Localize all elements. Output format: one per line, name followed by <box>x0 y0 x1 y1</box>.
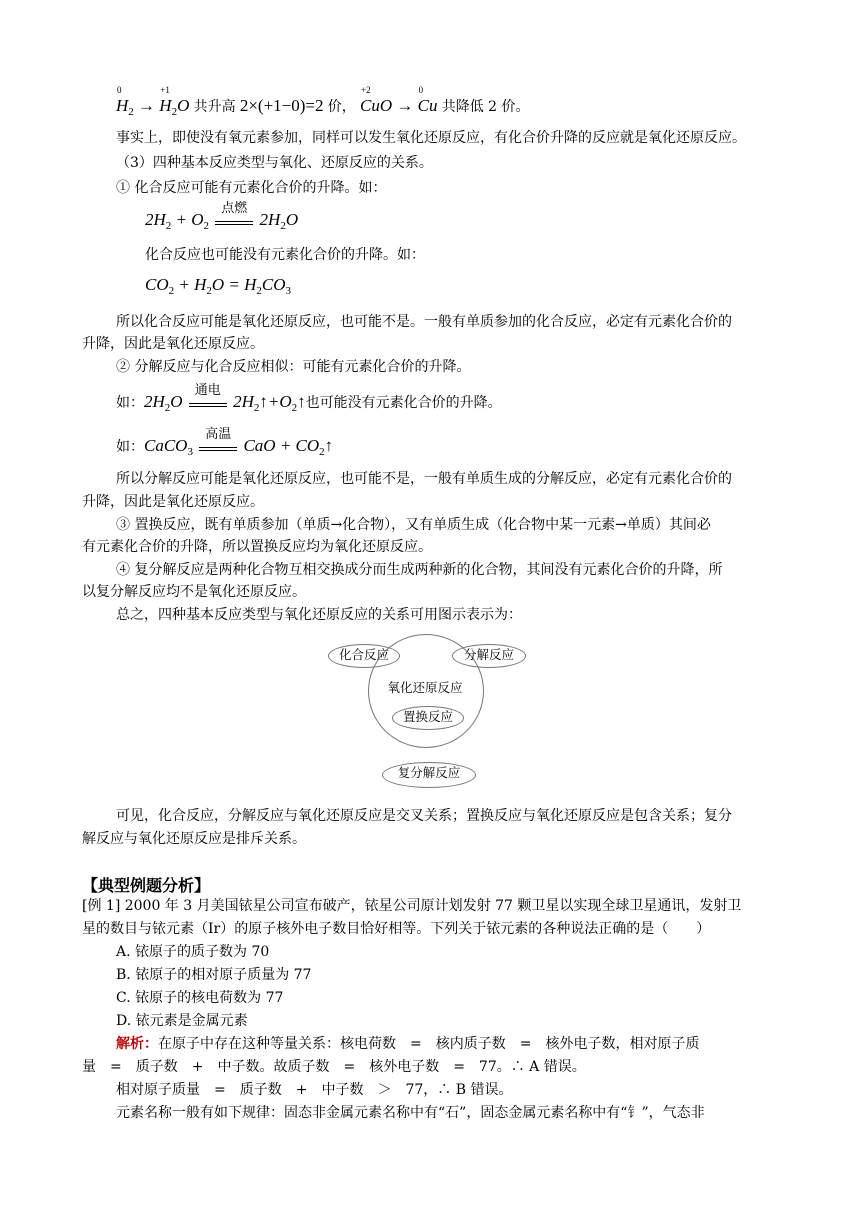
condition-ignite: 点燃 <box>221 201 248 216</box>
option-d: D. 铱元素是金属元素 <box>116 1013 248 1029</box>
text-jia: 价， <box>327 99 356 115</box>
reaction-relationship-diagram <box>320 632 530 792</box>
text-gongshenggao: 共升高 <box>193 99 236 115</box>
double-decomposition-ellipse: 复分解反应 <box>382 762 476 788</box>
equation-caco3: 如：CaCO$_3$ 高温 CaO + $CO_2↑$ <box>116 436 333 458</box>
paragraph-decomposition-b: 升降，因此是氧化还原反应。 <box>82 494 264 510</box>
paragraph-replacement-b: 有元素化合价的升降，所以置换反应均为氧化还原反应。 <box>82 539 432 555</box>
paragraph-replacement-a: ③ 置换反应，既有单质参加（单质→化合物），又有单质生成（化合物中某一元素→单质）其间必 <box>116 517 711 533</box>
paragraph-double-a: ④ 复分解反应是两种化合物互相交换成分而生成两种新的化合物，其间没有元素化合价的升降，所 <box>116 562 723 578</box>
paragraph-combination-b: 升降，因此是氧化还原反应。 <box>82 336 264 352</box>
example-question-a: [例 1] 2000 年 3 月美国铱星公司宣布破产，铱星公司原计划发射 77 颗卫星以实现全球卫星通讯，发射卫 <box>82 898 742 914</box>
decomposition-ellipse: 分解反应 <box>452 644 526 668</box>
option-c: C. 铱原子的核电荷数为 77 <box>116 990 284 1006</box>
equation-co2-h2o: $CO_2 + H_2O = H_2CO_3$ <box>145 275 292 297</box>
heading-four-types: （3）四种基本反应类型与氧化、还原反应的关系。 <box>116 155 433 171</box>
paragraph-conclusion-a: 可见，化合反应，分解反应与氧化还原反应是交叉关系；置换反应与氧化还原反应是包含关系；复分 <box>116 808 732 824</box>
replacement-ellipse: 置换反应 <box>392 706 464 730</box>
condition-electric: 通电 <box>194 383 221 398</box>
paragraph-combination-a: 所以化合反应可能是氧化还原反应，也可能不是。一般有单质参加的化合反应，必定有元素化合价的 <box>116 314 732 330</box>
analysis-line-1 <box>116 1034 699 1054</box>
paragraph-decomposition-a: 所以分解反应可能是氧化还原反应，也可能不是，一般有单质生成的分解反应，必定有元素化合价的 <box>116 471 732 487</box>
example-question-b: 星的数目与铱元素（Ir）的原子核外电子数目恰好相等。下列关于铱元素的各种说法正确的是（ ） <box>82 921 711 937</box>
section-title: 【典型例题分析】 <box>82 876 211 895</box>
analysis-line-3: 相对原子质量 = 质子数 + 中子数 ＞ 77，∴ B 错误。 <box>116 1082 513 1098</box>
analysis-line-4: 元素名称一般有如下规律：固态非金属元素名称中有“石”，固态金属元素名称中有“钅”，气态非 <box>116 1105 705 1121</box>
equation-h2o-electrolysis: 如：$2H_2O$ 通电 $2H_2↑+O_2↑$也可能没有元素化合价的升降。 <box>116 392 502 414</box>
paragraph-double-b: 以复分解反应均不是氧化还原反应。 <box>82 584 306 600</box>
condition-heat: 高温 <box>205 427 232 442</box>
equation-h2-o2: $2H_2 + O_2$ 点燃 $2H_2O$ <box>145 210 298 232</box>
paragraph-summary: 总之，四种基本反应类型与氧化还原反应的关系可用图示表示为： <box>116 607 522 623</box>
paragraph-conclusion-b: 解反应与氧化还原反应是排斥关系。 <box>82 831 306 847</box>
analysis-text-1: 在原子中存在这种等量关系：核电荷数 = 核内质子数 = 核外电子数，相对原子质 <box>158 1036 700 1052</box>
text-ru-2: 如： <box>116 439 144 455</box>
analysis-label: 解析： <box>116 1036 158 1052</box>
option-a: A. 铱原子的质子数为 70 <box>116 944 270 960</box>
text-combination-no-change: 化合反应也可能没有元素化合价的升降。如： <box>145 247 425 263</box>
text-ru-1: 如： <box>116 395 144 411</box>
text-also-no-change: 也可能没有元素化合价的升降。 <box>305 395 502 411</box>
valence-equation-line: 0 $H_2$ → +1 $H_2O$ 共升高 2×(+1−0)=2 价， +2 CuO → 0 Cu 共降低 2 价。 <box>116 85 530 118</box>
redox-label: 氧化还原反应 <box>387 680 463 695</box>
analysis-line-2: 量 = 质子数 + 中子数。故质子数 = 核外电子数 = 77。∴ A 错误。 <box>82 1059 586 1075</box>
paragraph-fact: 事实上，即使没有氧元素参加，同样可以发生氧化还原反应，有化合价升降的反应就是氧化还原反应。 <box>116 130 746 146</box>
item-decomposition: ② 分解反应与化合反应相似：可能有元素化合价的升降。 <box>116 359 471 375</box>
text-gongjiangdi: 共降低 2 价。 <box>441 99 530 115</box>
option-b: B. 铱原子的相对原子质量为 77 <box>116 967 312 983</box>
valence-calc: 2×(+1−0)=2 <box>239 96 324 115</box>
combination-ellipse: 化合反应 <box>328 644 400 668</box>
item-combination: ① 化合反应可能有元素化合价的升降。如： <box>116 180 387 196</box>
